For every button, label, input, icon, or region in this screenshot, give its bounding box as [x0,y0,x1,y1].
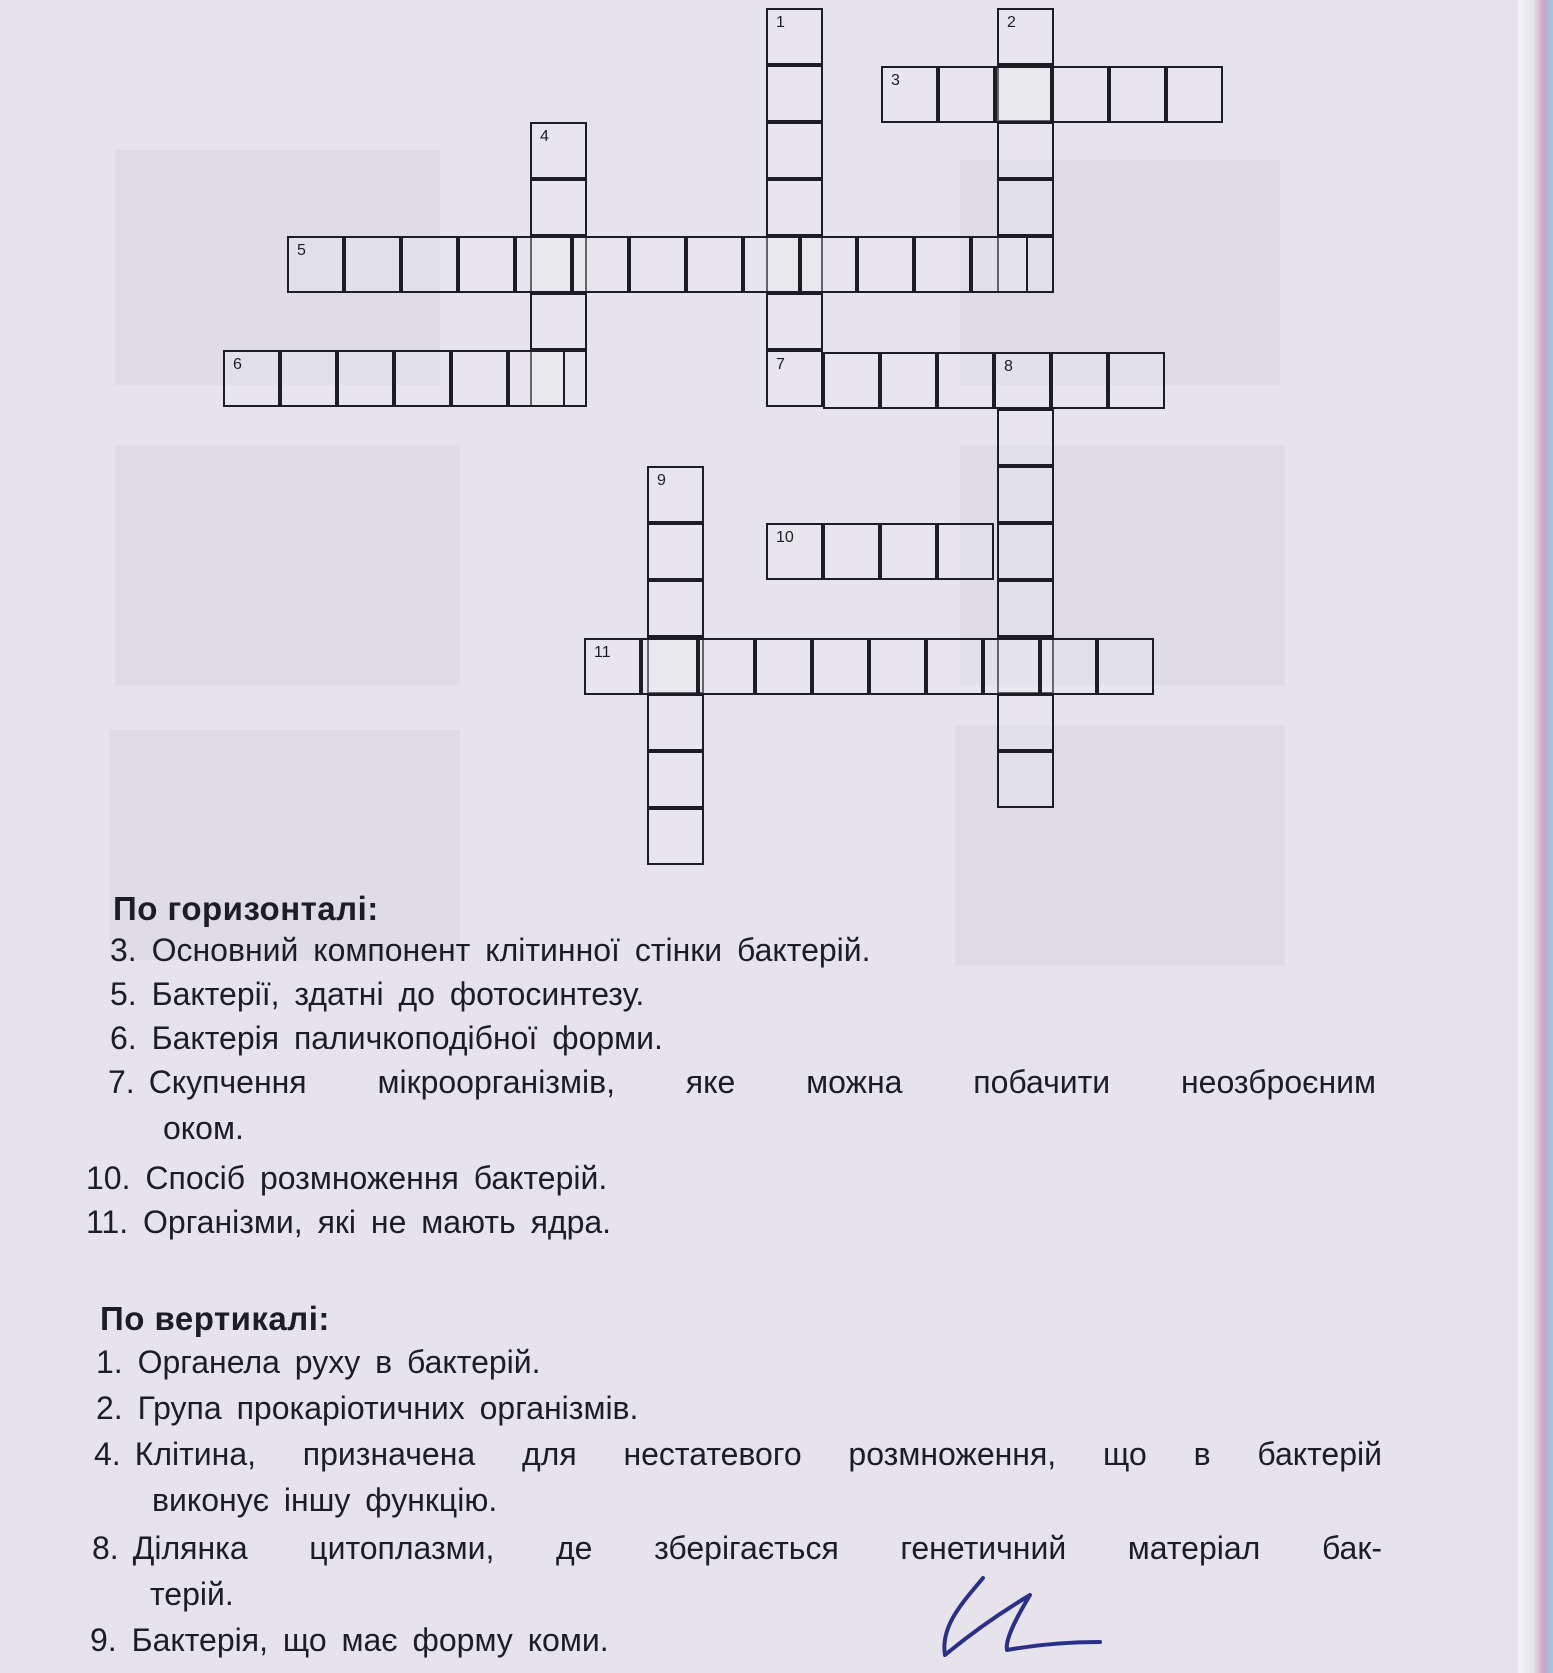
crossword-cell[interactable] [937,523,994,580]
crossword-cell[interactable] [926,638,983,695]
crossword-cell[interactable] [647,694,704,751]
crossword-cell[interactable] [641,638,698,695]
across-heading: По горизонталі: [113,890,379,927]
clue-number: 1. [96,1344,123,1380]
cell-number: 3 [891,72,900,89]
clue-number: 8. [92,1530,119,1566]
crossword-cell[interactable] [337,350,394,407]
clue-down-4 [94,1436,1382,1473]
crossword-cell[interactable] [766,179,823,236]
crossword-cell[interactable] [823,523,880,580]
clue-down-4-continued: виконує іншу функцію. [152,1482,498,1518]
crossword-cell[interactable] [937,352,994,409]
crossword-cell[interactable] [515,236,572,293]
crossword-cell[interactable] [508,350,565,407]
crossword-cell[interactable] [997,580,1054,637]
crossword-cell[interactable] [997,409,1054,466]
clue-text: Скупчення мікроорганізмів, яке можна побачити неозброєним [148,1064,1376,1100]
crossword-cell[interactable] [997,694,1054,751]
clue-number: 9. [90,1622,117,1658]
crossword-cell[interactable] [287,236,344,293]
cell-number: 5 [297,242,306,259]
down-heading: По вертикалі: [100,1300,330,1337]
clue-across-7-continued: оком. [163,1110,244,1146]
clue-across-3 [110,932,871,969]
crossword-cell[interactable] [1040,638,1097,695]
cell-number: 1 [776,14,785,31]
crossword-cell[interactable] [880,523,937,580]
crossword-cell[interactable] [938,66,995,123]
clue-number: 11. [86,1204,129,1240]
clue-text: Основний компонент клітинної стінки бактерій. [151,932,871,968]
crossword-cell[interactable] [280,350,337,407]
clue-text: Ділянка цитоплазми, де зберігається генетичний матеріал бак- [132,1530,1382,1566]
crossword-cell[interactable] [401,236,458,293]
crossword-cell[interactable] [1051,352,1108,409]
crossword-cell[interactable] [530,293,587,350]
crossword-cell[interactable] [997,466,1054,523]
crossword-cell[interactable] [1166,66,1223,123]
crossword-cell[interactable] [997,122,1054,179]
crossword-cell[interactable] [812,638,869,695]
crossword-cell[interactable] [1108,352,1165,409]
crossword-cell[interactable] [766,8,823,65]
clue-text: Спосіб розмноження бактерій. [145,1160,608,1196]
cell-number: 8 [1004,358,1013,375]
crossword-cell[interactable] [880,352,937,409]
clue-text: Бактерія, що має форму коми. [131,1622,609,1658]
crossword-cell[interactable] [223,350,280,407]
crossword-cell[interactable] [997,8,1054,65]
clue-across-6 [110,1020,663,1057]
clue-down-1 [96,1344,541,1381]
crossword-cell[interactable] [997,751,1054,808]
crossword-cell[interactable] [983,638,1040,695]
crossword-cell[interactable] [698,638,755,695]
crossword-cell[interactable] [530,179,587,236]
crossword-cell[interactable] [629,236,686,293]
crossword-cell[interactable] [344,236,401,293]
crossword-cell[interactable] [995,66,1052,123]
crossword-cell[interactable] [647,523,704,580]
clue-number: 10. [86,1160,131,1196]
crossword-cell[interactable] [997,523,1054,580]
clue-number: 4. [94,1436,121,1472]
crossword-cell[interactable] [766,523,823,580]
crossword-cell[interactable] [800,236,857,293]
clue-across-11 [86,1204,611,1241]
clue-text: Організми, які не мають ядра. [143,1204,612,1240]
clue-down-9 [90,1622,609,1659]
crossword-cell[interactable] [686,236,743,293]
clue-across-5 [110,976,644,1013]
clue-down-2 [96,1390,638,1427]
crossword-cell[interactable] [766,65,823,122]
crossword-cell[interactable] [766,293,823,350]
cell-number: 9 [657,472,666,489]
crossword-cell[interactable] [743,236,800,293]
crossword-cell[interactable] [823,352,880,409]
clue-across-7 [108,1064,1376,1101]
cell-number: 11 [594,644,611,661]
clue-number: 3. [110,932,137,968]
cell-number: 4 [540,128,549,145]
cell-number: 7 [776,356,785,373]
crossword-cell[interactable] [647,808,704,865]
clue-down-8-continued: терій. [150,1576,234,1612]
crossword-cell[interactable] [1109,66,1166,123]
crossword-cell[interactable] [458,236,515,293]
crossword-cell[interactable] [647,580,704,637]
crossword-cell[interactable] [881,66,938,123]
crossword-cell[interactable] [584,638,641,695]
crossword-cell[interactable] [1097,638,1154,695]
crossword-cell[interactable] [971,236,1028,293]
cell-number: 10 [776,529,794,546]
crossword-cell[interactable] [1052,66,1109,123]
crossword-cell[interactable] [451,350,508,407]
clue-text: Клітина, призначена для нестатевого розмноження, що в бактерій [134,1436,1382,1472]
crossword-cell[interactable] [394,350,451,407]
crossword-cell[interactable] [914,236,971,293]
clue-number: 5. [110,976,137,1012]
clue-down-8 [92,1530,1382,1567]
clue-number: 2. [96,1390,123,1426]
crossword-cell[interactable] [755,638,812,695]
clue-across-10 [86,1160,607,1197]
crossword-cell[interactable] [530,122,587,179]
crossword-cell[interactable] [857,236,914,293]
crossword-cell[interactable] [572,236,629,293]
crossword-cell[interactable] [766,122,823,179]
crossword-cell[interactable] [647,466,704,523]
crossword-cell[interactable] [994,352,1051,409]
clue-number: 6. [110,1020,137,1056]
crossword-cell[interactable] [647,751,704,808]
crossword-cell[interactable] [766,350,823,407]
cell-number: 2 [1007,14,1016,31]
clue-text: Бактерії, здатні до фотосинтезу. [151,976,645,1012]
crossword-cell[interactable] [869,638,926,695]
crossword-cell[interactable] [997,179,1054,236]
clue-number: 7. [108,1064,135,1100]
clue-text: Група прокаріотичних організмів. [137,1390,639,1426]
clue-text: Органела руху в бактерій. [137,1344,541,1380]
clue-text: Бактерія паличкоподібної форми. [151,1020,663,1056]
handwritten-mark [935,1570,1105,1670]
cell-number: 6 [233,356,242,373]
